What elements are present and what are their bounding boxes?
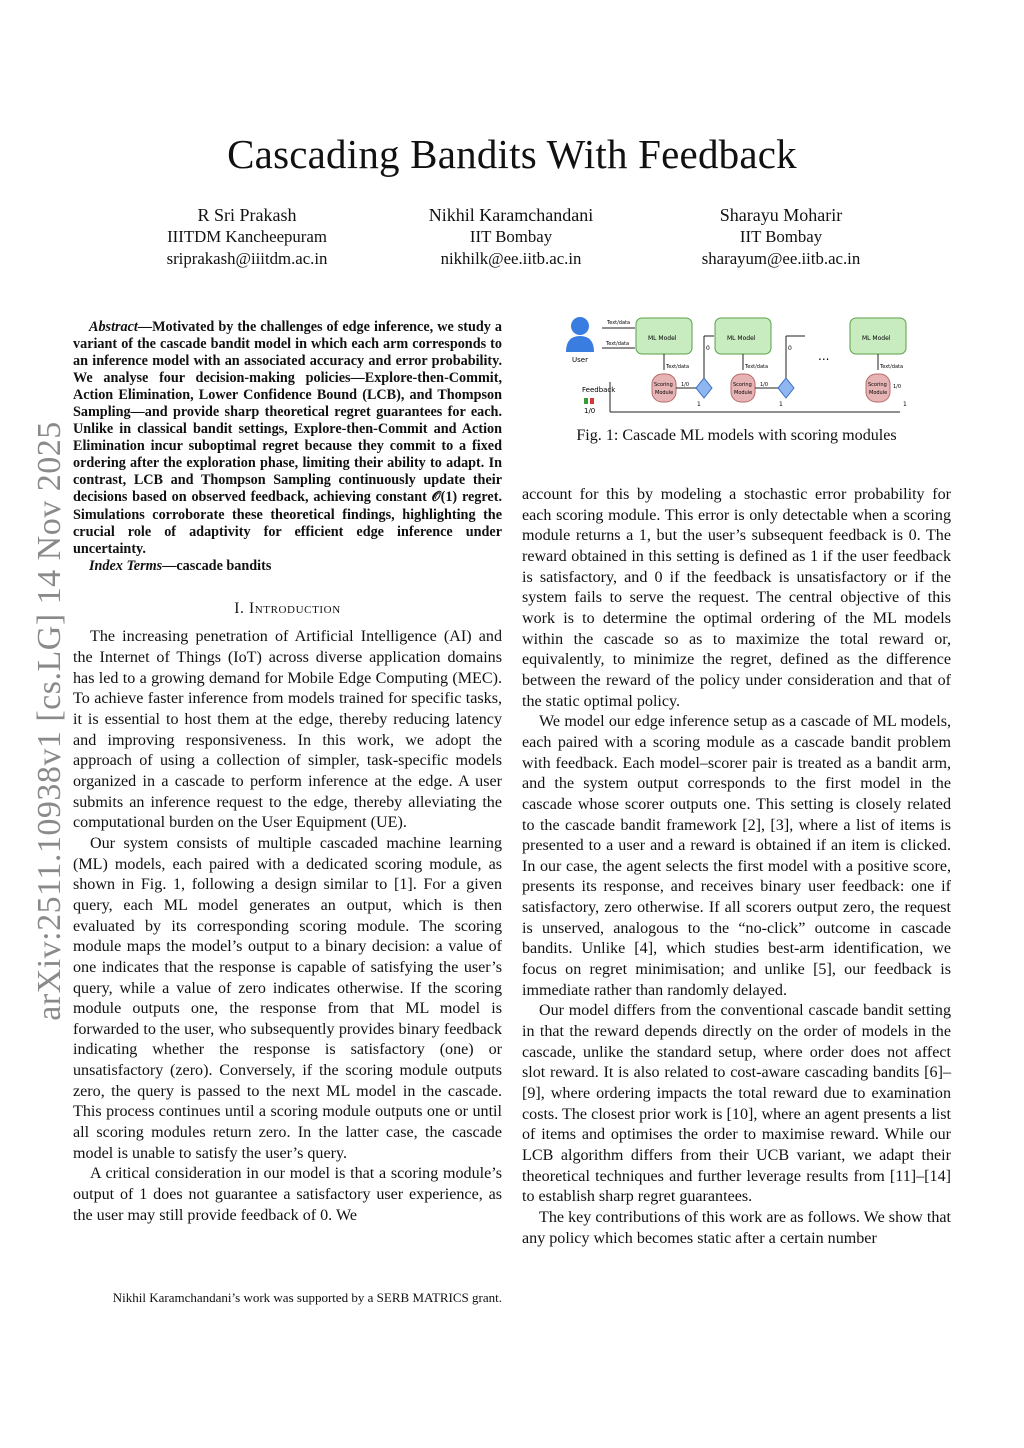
ml-model-label: ML Model bbox=[727, 335, 756, 342]
feedback-thumbs-icon bbox=[584, 398, 594, 404]
paragraph: account for this by modeling a stochastic error probability for each scoring module. This error is only detectable when a scoring module returns a 1, but the user’s subsequent feedback is 0. The reward obtained in this setting is defined as 1 if the user feedback is satisfactory, and 0 if the feedback is unsatisfactory or if the system fails to serve the request. The central objective of this work is to determine the optimal ordering of the ML models within the cascade so as to maximize the total reward or, equivalently, to minimize the regret, defined as the difference between the reward of the policy under consideration and that of the static optimal policy. bbox=[522, 486, 951, 710]
paragraph: Our system consists of multiple cascaded machine learning (ML) models, each paired with a dedicated scoring module, as shown in Fig. 1, following a design similar to [1]. For a given query, each ML model generates an output, which is then evaluated by its corresponding scoring module. The scoring module maps the model’s output to a binary decision: a value of one indicates that the response is capable of satisfying the user’s query, while a value of zero indicates otherwise. If the scoring module outputs one, the response from that ML model is forwarded to the user, who subsequently provides binary feedback indicating whether the response is satisfactory (one) or unsatisfactory (zero). Conversely, if the scoring module outputs zero, the query is passed to the next ML model in the cascade. This process continues until a scoring module outputs one or until all scoring modules return zero. In the latter case, the cascade model is unable to satisfy the user’s query. bbox=[73, 834, 502, 1162]
scoring-module-box bbox=[652, 374, 676, 402]
scoring-label: Scoring bbox=[654, 382, 673, 388]
figure-cascade-diagram bbox=[560, 312, 920, 422]
paragraph: The key contributions of this work are as follows. We show that any policy which becomes static after a certain number bbox=[522, 1208, 951, 1247]
paper-title: Cascading Bandits With Feedback bbox=[227, 131, 797, 177]
output-zero: 0 bbox=[706, 345, 710, 352]
scoring-module-box bbox=[866, 374, 890, 402]
text-data-label: Text/data bbox=[745, 364, 769, 370]
abstract-text: —Motivated by the challenges of edge inference, we study a variant of the cascade bandit model in which each arm corresponds to an inference model with an associated accuracy and error probability. We analyse four decision-making policies—Explore-then-Commit, Action Elimination, Lower Confidence Bound (LCB), and Thompson Sampling—and provide sharp theoretical regret guarantees for each. Unlike in classical bandit settings, Explore-then-Commit and Action Elimination incur suboptimal regret because they commit to a fixed ordering after the exploration phase, limiting their ability to adapt. In contrast, LCB and Thompson Sampling continuously update their decisions based on observed feedback, achieving constant 𝒪(1) regret. Simulations corroborate these theoretical findings, highlighting the crucial role of adaptivity for efficient edge inference under uncertainty. bbox=[73, 319, 502, 557]
scoring-module-box bbox=[731, 374, 755, 402]
ml-model-label: ML Model bbox=[862, 335, 891, 342]
figure-caption: Fig. 1: Cascade ML models with scoring modules bbox=[576, 427, 897, 444]
scoring-label: Module bbox=[734, 390, 753, 396]
score-value: 1/0 bbox=[893, 384, 902, 390]
author-affiliation: IIT Bombay bbox=[739, 227, 823, 246]
footnote: Nikhil Karamchandani’s work was supported by a SERB MATRICS grant. bbox=[112, 1290, 502, 1305]
scoring-label: Module bbox=[655, 390, 674, 396]
paragraph: A critical consideration in our model is that a scoring module’s output of 1 does not guarantee a satisfactory user experience, as the user may still provide feedback of 0. We bbox=[73, 1165, 502, 1224]
feedback-value: 1/0 bbox=[584, 407, 596, 415]
decision-diamond bbox=[778, 378, 794, 398]
user-icon bbox=[566, 317, 594, 352]
ml-model-label: ML Model bbox=[648, 335, 677, 342]
author-affiliation: IIITDM Kancheepuram bbox=[167, 227, 327, 246]
author-email: sharayum@ee.iitb.ac.in bbox=[701, 249, 861, 268]
abstract bbox=[73, 319, 502, 558]
paragraph: Our model differs from the conventional cascade bandit setting in that the reward depends directly on the order of models in the cascade, unlike the standard setup, where order does not affect slot reward. It is also related to cost-aware cascading bandits [6]–[9], where ordering impacts the total reward due to examination costs. The closest prior work is [10], where an agent presents a list of items and optimises the order to maximise reward. While our LCB algorithm differs from their UCB variant, we adapt their theoretical techniques and further leverage results from [11]–[14] to establish sharp regret guarantees. bbox=[522, 1002, 951, 1206]
index-terms bbox=[89, 558, 502, 575]
abstract-label: Abstract bbox=[89, 319, 138, 335]
score-value: 1/0 bbox=[681, 382, 690, 388]
ellipsis: ... bbox=[818, 349, 830, 363]
author-affiliation: IIT Bombay bbox=[469, 227, 553, 246]
decision-diamond bbox=[696, 378, 712, 398]
scoring-label: Scoring bbox=[868, 382, 887, 388]
author-1 bbox=[147, 204, 347, 270]
author-email: sriprakash@iiitdm.ac.in bbox=[166, 249, 328, 268]
text-data-label: Text/data bbox=[880, 364, 904, 370]
cascade-diagram-svg bbox=[560, 312, 920, 422]
author-email: nikhilk@ee.iitb.ac.in bbox=[440, 249, 582, 268]
scoring-label: Scoring bbox=[733, 382, 752, 388]
scoring-label: Module bbox=[869, 390, 888, 396]
author-name: Nikhil Karamchandani bbox=[428, 205, 594, 225]
index-terms-text: —cascade bandits bbox=[162, 557, 272, 574]
text-data-label: Text/data bbox=[606, 341, 630, 347]
output-one: 1 bbox=[903, 401, 907, 408]
text-data-label: Text/data bbox=[666, 364, 690, 370]
author-name: Sharayu Moharir bbox=[719, 205, 843, 225]
feedback-label: Feedback bbox=[582, 386, 616, 394]
left-column bbox=[73, 319, 502, 1226]
author-name: R Sri Prakash bbox=[197, 205, 297, 225]
author-2 bbox=[395, 204, 627, 270]
text-data-label: Text/data bbox=[607, 320, 631, 326]
output-one: 1 bbox=[779, 401, 783, 408]
author-3 bbox=[674, 204, 888, 270]
user-label: User bbox=[572, 356, 588, 364]
right-column bbox=[522, 485, 951, 1249]
index-terms-label: Index Terms bbox=[89, 557, 163, 574]
section-heading: I. Introduction bbox=[234, 599, 341, 617]
paragraph: We model our edge inference setup as a cascade of ML models, each paired with a scoring module as a cascade bandit problem with feedback. Each model–scorer pair is treated as a bandit arm, and the system output corresponds to the first model in the cascade whose scorer outputs one. This setting is closely related to the cascade bandit framework [2], [3], where a list of items is presented to a user and a reward is obtained if an item is clicked. In our case, the agent selects the first model with a positive score, presents its response, and receives binary user feedback: one if satisfactory, zero otherwise. If all scorers output zero, the request is unserved, analogous to the “no-click” outcome in cascade bandits. Unlike [4], which studies best-arm identification, we focus on regret minimisation; and unlike [5], our feedback is immediate rather than randomly delayed. bbox=[522, 713, 951, 999]
score-value: 1/0 bbox=[760, 382, 769, 388]
output-zero: 0 bbox=[788, 345, 792, 352]
output-one: 1 bbox=[697, 401, 701, 408]
arxiv-stamp: arXiv:2511.10938v1 [cs.LG] 14 Nov 2025 bbox=[31, 421, 68, 1021]
paragraph: The increasing penetration of Artificial Intelligence (AI) and the Internet of Things (IoT) across diverse application domains has led to a growing demand for Mobile Edge Computing (MEC). To achieve faster inference from models trained for specific tasks, it is essential to host them at the edge, thereby reducing latency and improving responsiveness. In this work, we adopt the approach of using a collection of simpler, task-specific models organized in a cascade to perform inference at the edge. A user submits an inference request to the edge, thereby alleviating the computational burden on the User Equipment (UE). bbox=[73, 628, 502, 832]
